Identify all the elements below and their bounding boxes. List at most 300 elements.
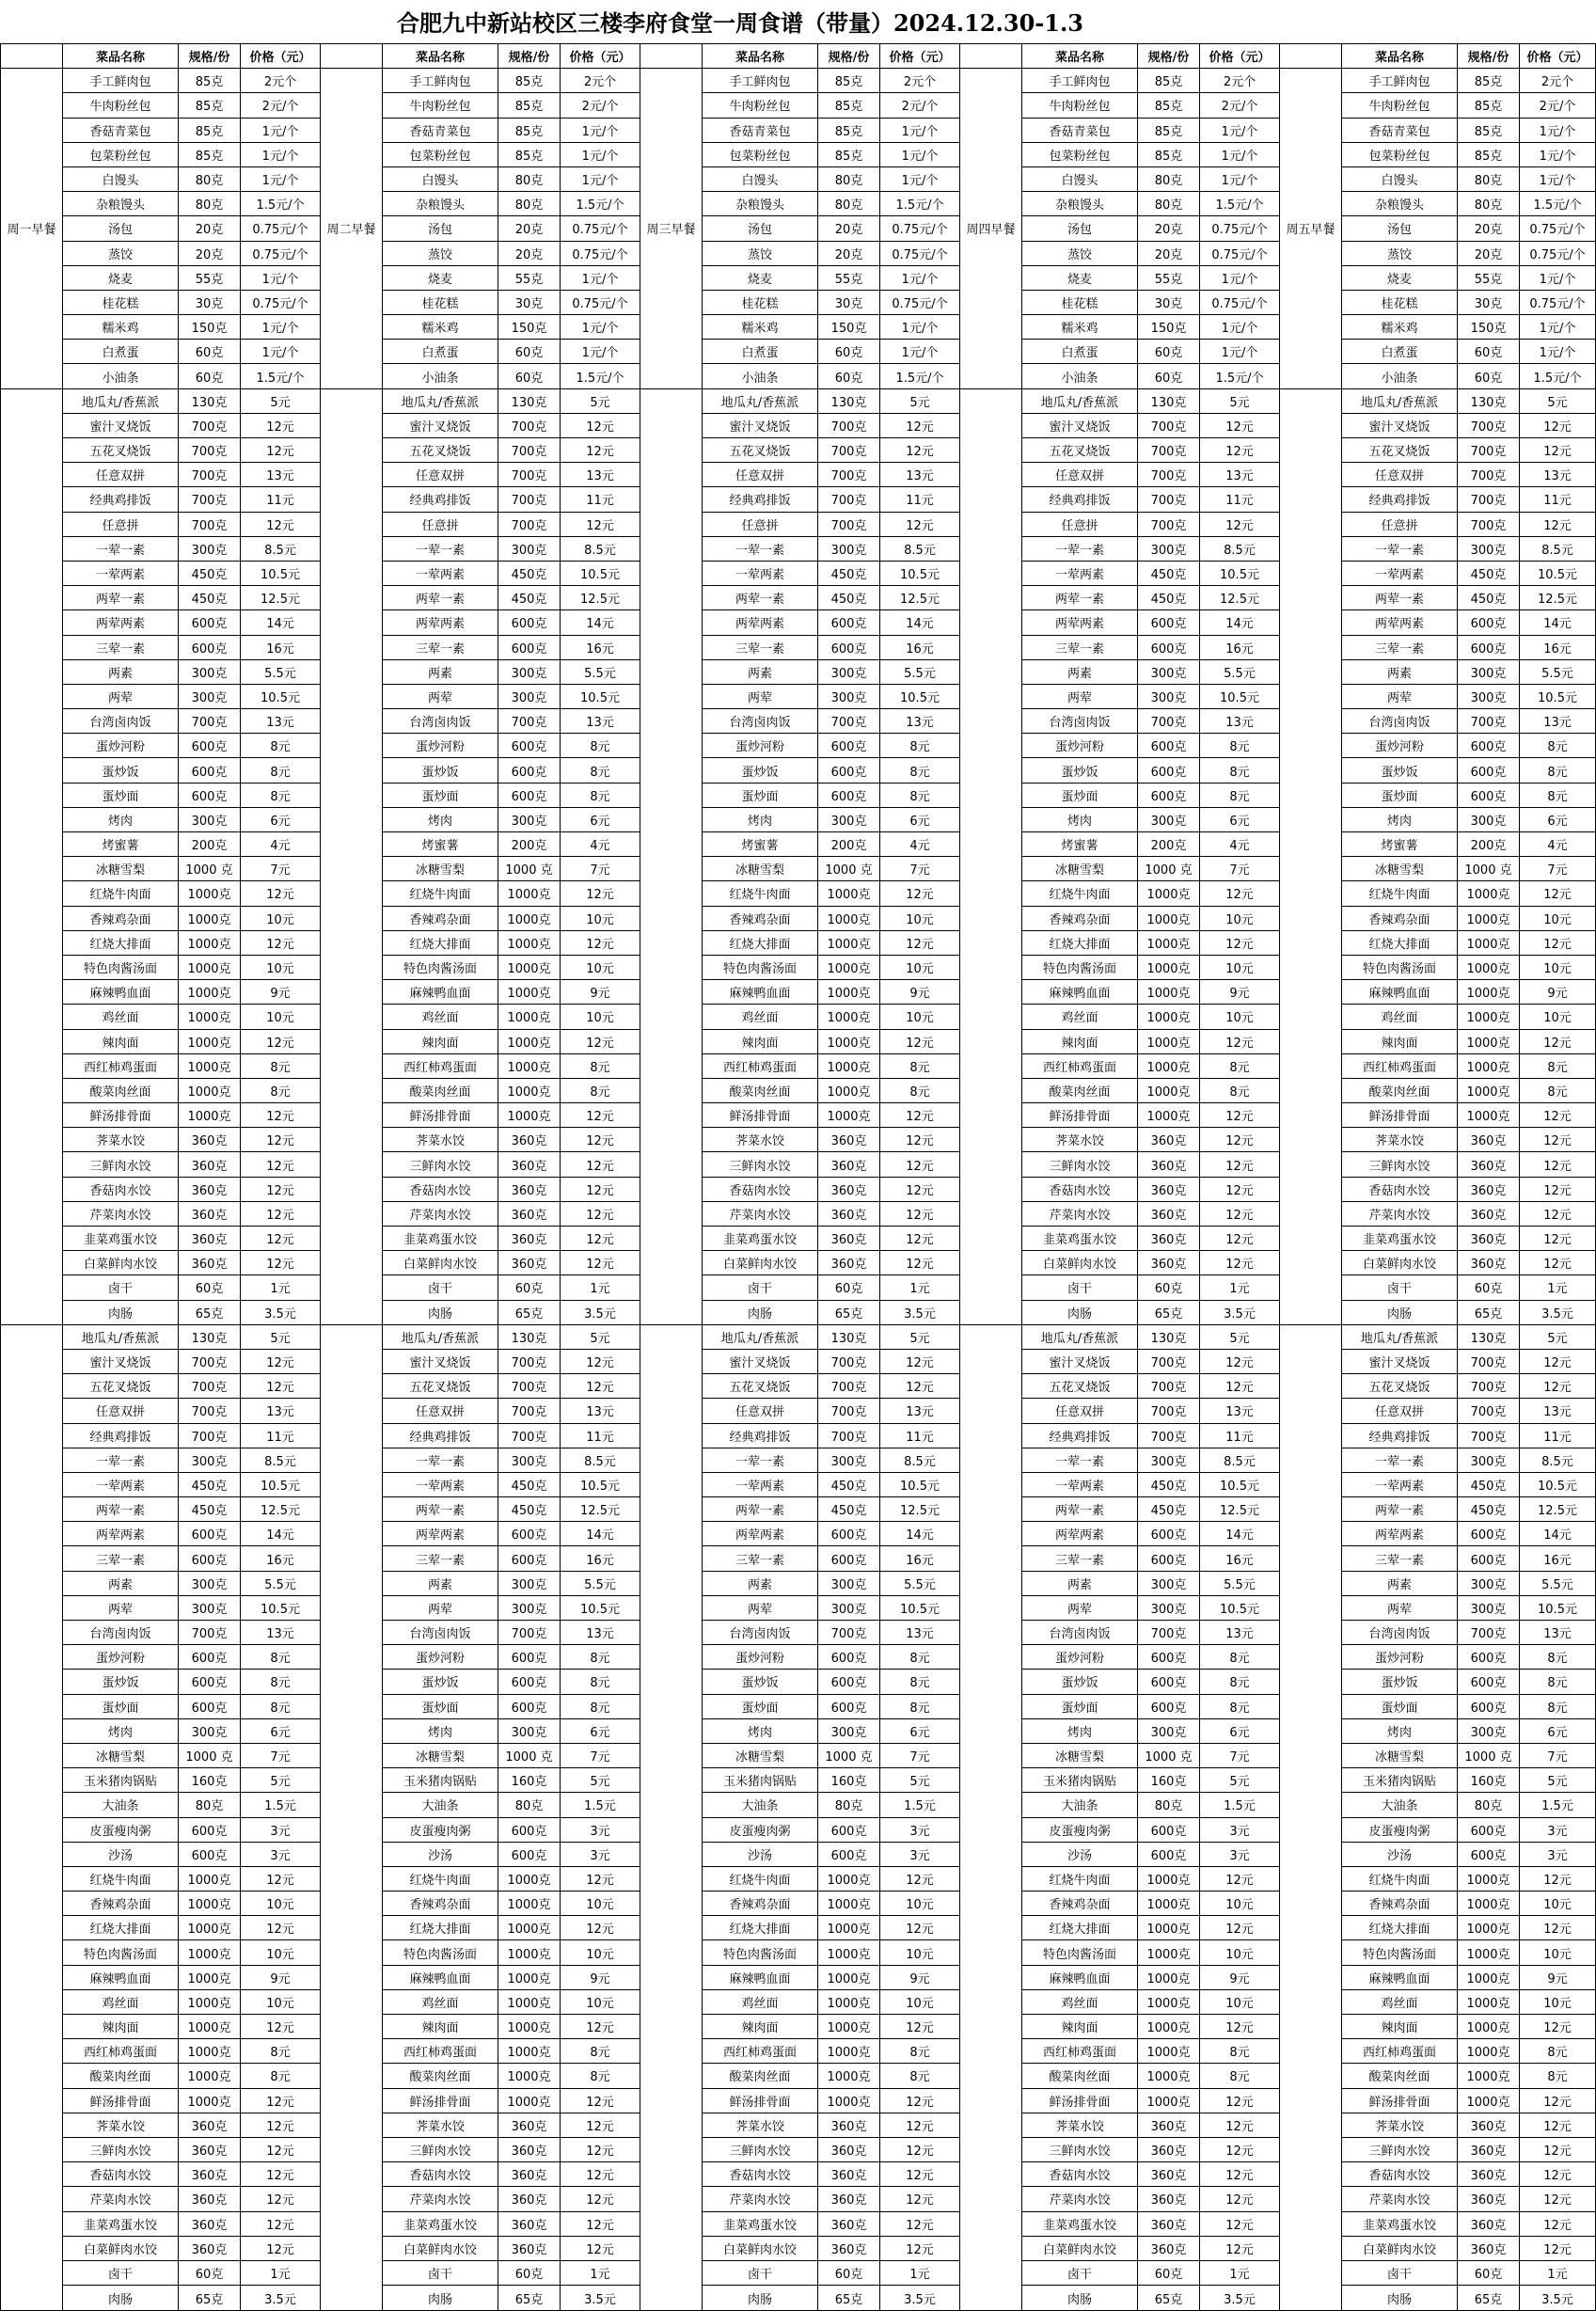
- dish-price: 1元/个: [1520, 340, 1596, 364]
- dish-name: 鲜汤排骨面: [383, 2088, 498, 2113]
- dish-portion: 1000克: [1138, 2039, 1200, 2064]
- dish-portion: 1000克: [1138, 1005, 1200, 1029]
- table-row: [1, 487, 1596, 512]
- dish-name: 肉肠: [63, 1300, 179, 1324]
- dish-price: 7元: [880, 1743, 960, 1767]
- dish-portion: 360克: [179, 1177, 241, 1201]
- table-row: [1, 1227, 1596, 1251]
- dish-name: 任意拼: [703, 512, 818, 536]
- dish-name: 红烧牛肉面: [1342, 1866, 1458, 1891]
- dish-name: 烤肉: [1022, 807, 1138, 831]
- dish-portion: 1000克: [818, 1053, 880, 1078]
- dish-name: 地瓜丸/香蕉派: [703, 388, 818, 413]
- dish-portion: 85克: [818, 142, 880, 166]
- dish-portion: 600克: [818, 758, 880, 783]
- dish-price: 8元: [561, 1053, 640, 1078]
- dish-name: 地瓜丸/香蕉派: [63, 1324, 179, 1349]
- dish-price: 5元: [880, 1768, 960, 1793]
- dish-name: 蛋炒河粉: [383, 734, 498, 758]
- dish-price: 9元: [1200, 1965, 1280, 1989]
- dish-portion: 1000 克: [818, 1743, 880, 1767]
- table-row: [1, 166, 1596, 191]
- dish-name: 两素: [1342, 659, 1458, 684]
- dish-portion: 1000克: [818, 2015, 880, 2039]
- dish-price: 4元: [561, 832, 640, 857]
- dish-name: 西红柿鸡蛋面: [1342, 1053, 1458, 1078]
- table-row: [1, 241, 1596, 265]
- dish-portion: 360克: [1458, 1227, 1520, 1251]
- dish-name: 烤蜜薯: [1342, 832, 1458, 857]
- dish-name: 香菇青菜包: [63, 118, 179, 142]
- dish-name: 五花叉烧饭: [63, 1374, 179, 1399]
- dish-name: 韭菜鸡蛋水饺: [703, 2211, 818, 2236]
- dish-portion: 600克: [1138, 1817, 1200, 1842]
- dish-portion: 360克: [498, 1201, 561, 1226]
- dish-portion: 600克: [818, 1670, 880, 1694]
- dish-price: 8.5元: [241, 1448, 321, 1472]
- dish-name: 蛋炒面: [383, 1694, 498, 1718]
- dish-name: 任意拼: [383, 512, 498, 536]
- dish-name: 蛋炒饭: [703, 1670, 818, 1694]
- dish-name: 烤蜜薯: [63, 832, 179, 857]
- dish-price: 7元: [1520, 1743, 1596, 1767]
- dish-name: 香菇肉水饺: [63, 2162, 179, 2187]
- dish-price: 6元: [880, 807, 960, 831]
- dish-portion: 1000克: [1458, 930, 1520, 955]
- dish-price: 13元: [241, 709, 321, 734]
- dish-name: 白煮蛋: [63, 340, 179, 364]
- dish-price: 8元: [1200, 1694, 1280, 1718]
- dish-price: 12元: [1200, 1128, 1280, 1152]
- dish-portion: 700克: [498, 463, 561, 487]
- dish-name: 蛋炒饭: [703, 758, 818, 783]
- section-spacer: [640, 388, 703, 1324]
- dish-price: 12元: [561, 2015, 640, 2039]
- dish-portion: 60克: [179, 340, 241, 364]
- dish-price: 12元: [561, 2236, 640, 2260]
- dish-name: 手工鲜肉包: [63, 69, 179, 93]
- dish-name: 一荤一素: [63, 536, 179, 561]
- dish-portion: 700克: [1138, 1374, 1200, 1399]
- dish-portion: 600克: [179, 1694, 241, 1718]
- dish-name: 辣肉面: [383, 2015, 498, 2039]
- dish-price: 3元: [880, 1817, 960, 1842]
- dish-name: 特色肉酱汤面: [1022, 955, 1138, 979]
- dish-name: 西红柿鸡蛋面: [1342, 2039, 1458, 2064]
- dish-portion: 300克: [1138, 1448, 1200, 1472]
- dish-name: 卤干: [63, 1275, 179, 1300]
- dish-portion: 600克: [179, 1817, 241, 1842]
- dish-name: 蛋炒河粉: [1022, 1645, 1138, 1670]
- dish-price: 3.5元: [561, 2286, 640, 2311]
- dish-price: 10.5元: [1520, 561, 1596, 585]
- dish-price: 8元: [561, 1694, 640, 1718]
- day-label: 周三早餐: [640, 69, 703, 388]
- dish-price: 3元: [1200, 1817, 1280, 1842]
- dish-portion: 150克: [498, 315, 561, 340]
- dish-portion: 1000克: [818, 955, 880, 979]
- dish-portion: 60克: [498, 340, 561, 364]
- dish-portion: 600克: [498, 1645, 561, 1670]
- dish-price: 1元/个: [880, 118, 960, 142]
- dish-price: 12元: [880, 1349, 960, 1373]
- dish-portion: 1000克: [818, 1965, 880, 1989]
- dish-portion: 600克: [498, 734, 561, 758]
- dish-name: 蛋炒饭: [383, 1670, 498, 1694]
- dish-name: 红烧大排面: [1022, 1916, 1138, 1940]
- dish-portion: 80克: [498, 192, 561, 216]
- dish-price: 2元/个: [1200, 93, 1280, 118]
- dish-price: 5元: [1520, 1768, 1596, 1793]
- dish-name: 三鲜肉水饺: [1022, 1152, 1138, 1177]
- dish-portion: 300克: [1458, 807, 1520, 831]
- dish-name: 两素: [703, 1571, 818, 1595]
- dish-name: 红烧大排面: [63, 930, 179, 955]
- dish-price: 6元: [241, 1718, 321, 1743]
- dish-price: 8.5元: [1200, 1448, 1280, 1472]
- dish-portion: 600克: [1138, 1645, 1200, 1670]
- dish-name: 芹菜肉水饺: [383, 1201, 498, 1226]
- dish-price: 1.5元/个: [1520, 192, 1596, 216]
- dish-portion: 600克: [818, 1817, 880, 1842]
- dish-portion: 600克: [1458, 1670, 1520, 1694]
- dish-portion: 360克: [1138, 2113, 1200, 2137]
- dish-name: 鸡丝面: [703, 1989, 818, 2014]
- dish-portion: 360克: [1138, 2187, 1200, 2211]
- dish-name: 一荤两素: [383, 1472, 498, 1496]
- dish-price: 10元: [561, 906, 640, 930]
- dish-portion: 600克: [1138, 1522, 1200, 1546]
- dish-portion: 600克: [498, 758, 561, 783]
- dish-price: 7元: [241, 1743, 321, 1767]
- dish-price: 1.5元/个: [561, 192, 640, 216]
- dish-portion: 700克: [1458, 487, 1520, 512]
- dish-name: 西红柿鸡蛋面: [63, 2039, 179, 2064]
- dish-name: 台湾卤肉饭: [383, 709, 498, 734]
- dish-portion: 360克: [818, 2211, 880, 2236]
- dish-portion: 700克: [818, 709, 880, 734]
- dish-portion: 600克: [179, 610, 241, 635]
- dish-name: 三鲜肉水饺: [703, 1152, 818, 1177]
- dish-portion: 360克: [1458, 1251, 1520, 1275]
- dish-name: 麻辣鸭血面: [1342, 980, 1458, 1005]
- dish-portion: 700克: [179, 1399, 241, 1423]
- dish-name: 任意拼: [1022, 512, 1138, 536]
- dish-name: 两荤一素: [383, 586, 498, 610]
- dish-price: 1.5元/个: [241, 364, 321, 388]
- dish-portion: 600克: [818, 1694, 880, 1718]
- dish-price: 12元: [1520, 1349, 1596, 1373]
- dish-price: 12元: [561, 1103, 640, 1128]
- dish-name: 沙汤: [383, 1842, 498, 1866]
- dish-price: 0.75元/个: [1200, 290, 1280, 314]
- dish-name: 蛋炒面: [1022, 1694, 1138, 1718]
- dish-price: 10元: [1520, 1940, 1596, 1965]
- dish-portion: 200克: [1458, 832, 1520, 857]
- dish-name: 白煮蛋: [383, 340, 498, 364]
- dish-portion: 1000克: [1138, 906, 1200, 930]
- dish-name: 肉肠: [703, 1300, 818, 1324]
- table-row: [1, 2286, 1596, 2311]
- dish-price: 8元: [1200, 1078, 1280, 1102]
- dish-portion: 600克: [1458, 610, 1520, 635]
- dish-portion: 1000克: [179, 1103, 241, 1128]
- dish-name: 五花叉烧饭: [1022, 438, 1138, 463]
- dish-portion: 150克: [818, 315, 880, 340]
- dish-name: 糯米鸡: [1022, 315, 1138, 340]
- dish-price: 12元: [1200, 413, 1280, 437]
- dish-portion: 1000克: [1138, 881, 1200, 906]
- dish-price: 8.5元: [1520, 1448, 1596, 1472]
- dish-portion: 1000克: [179, 1053, 241, 1078]
- dish-price: 4元: [1200, 832, 1280, 857]
- dish-name: 卤干: [383, 1275, 498, 1300]
- dish-price: 8元: [880, 1670, 960, 1694]
- dish-portion: 130克: [1458, 1324, 1520, 1349]
- dish-price: 12元: [241, 1029, 321, 1053]
- dish-price: 12元: [1520, 1177, 1596, 1201]
- section-spacer: [1, 388, 63, 1324]
- dish-price: 14元: [880, 1522, 960, 1546]
- dish-portion: 60克: [498, 1275, 561, 1300]
- table-row: [1, 142, 1596, 166]
- dish-name: 台湾卤肉饭: [1022, 1621, 1138, 1645]
- dish-portion: 450克: [179, 561, 241, 585]
- dish-portion: 150克: [1138, 315, 1200, 340]
- dish-price: 12元: [1200, 2187, 1280, 2211]
- table-row: [1, 512, 1596, 536]
- dish-price: 12元: [880, 2088, 960, 2113]
- dish-portion: 85克: [818, 69, 880, 93]
- dish-price: 10.5元: [241, 1595, 321, 1620]
- dish-name: 蜜汁叉烧饭: [1022, 413, 1138, 437]
- dish-portion: 60克: [1138, 2260, 1200, 2285]
- dish-portion: 700克: [1458, 1399, 1520, 1423]
- dish-name: 卤干: [383, 2260, 498, 2285]
- dish-portion: 360克: [818, 1177, 880, 1201]
- dish-portion: 1000克: [1458, 1053, 1520, 1078]
- table-row: [1, 1546, 1596, 1571]
- dish-portion: 300克: [179, 1595, 241, 1620]
- dish-portion: 700克: [1458, 1349, 1520, 1373]
- dish-price: 1元/个: [241, 142, 321, 166]
- dish-portion: 600克: [179, 1546, 241, 1571]
- section-spacer: [1, 1324, 63, 2310]
- table-row: [1, 216, 1596, 241]
- dish-price: 5.5元: [880, 659, 960, 684]
- dish-portion: 700克: [1138, 487, 1200, 512]
- dish-portion: 360克: [818, 2113, 880, 2137]
- dish-portion: 360克: [1138, 2236, 1200, 2260]
- dish-name: 红烧牛肉面: [703, 881, 818, 906]
- dish-name: 酸菜肉丝面: [1342, 2064, 1458, 2088]
- dish-price: 2元个: [1520, 69, 1596, 93]
- dish-price: 8.5元: [241, 536, 321, 561]
- dish-price: 12元: [241, 2015, 321, 2039]
- dish-price: 12元: [241, 1227, 321, 1251]
- dish-portion: 360克: [498, 2162, 561, 2187]
- dish-name: 经典鸡排饭: [1022, 1423, 1138, 1448]
- dish-portion: 80克: [179, 1793, 241, 1817]
- dish-price: 12元: [241, 1177, 321, 1201]
- dish-name: 红烧牛肉面: [1022, 881, 1138, 906]
- dish-portion: 300克: [179, 1571, 241, 1595]
- dish-name: 一荤一素: [1022, 536, 1138, 561]
- dish-price: 3元: [241, 1817, 321, 1842]
- dish-portion: 20克: [818, 216, 880, 241]
- dish-portion: 360克: [1458, 2137, 1520, 2161]
- dish-price: 16元: [880, 635, 960, 659]
- dish-portion: 1000克: [498, 1916, 561, 1940]
- dish-name: 台湾卤肉饭: [1342, 1621, 1458, 1645]
- dish-name: 沙汤: [1342, 1842, 1458, 1866]
- dish-price: 10元: [880, 1989, 960, 2014]
- dish-portion: 600克: [1458, 635, 1520, 659]
- dish-name: 沙汤: [1022, 1842, 1138, 1866]
- dish-portion: 1000克: [818, 2064, 880, 2088]
- dish-price: 2元个: [1200, 69, 1280, 93]
- dish-price: 12元: [561, 2187, 640, 2211]
- dish-price: 12元: [1520, 1866, 1596, 1891]
- table-row: [1, 1053, 1596, 1078]
- dish-price: 12元: [561, 881, 640, 906]
- dish-portion: 1000克: [1458, 906, 1520, 930]
- dish-portion: 600克: [498, 1694, 561, 1718]
- dish-portion: 700克: [818, 463, 880, 487]
- dish-portion: 1000克: [1458, 1103, 1520, 1128]
- dish-portion: 1000克: [1138, 1053, 1200, 1078]
- table-row: [1, 1300, 1596, 1324]
- dish-price: 2元/个: [241, 93, 321, 118]
- dish-price: 12元: [561, 1201, 640, 1226]
- dish-portion: 85克: [498, 69, 561, 93]
- dish-name: 烤肉: [703, 1718, 818, 1743]
- dish-price: 16元: [1200, 1546, 1280, 1571]
- dish-name: 肉肠: [383, 1300, 498, 1324]
- dish-portion: 360克: [179, 1128, 241, 1152]
- dish-price: 8元: [880, 1694, 960, 1718]
- dish-portion: 160克: [818, 1768, 880, 1793]
- dish-price: 14元: [241, 1522, 321, 1546]
- dish-price: 12元: [880, 2015, 960, 2039]
- dish-portion: 360克: [818, 1128, 880, 1152]
- dish-portion: 700克: [818, 1399, 880, 1423]
- table-row: [1, 1324, 1596, 1349]
- dish-name: 一荤一素: [1342, 1448, 1458, 1472]
- dish-price: 10元: [1520, 906, 1596, 930]
- dish-portion: 1000克: [1138, 1078, 1200, 1102]
- dish-portion: 65克: [818, 2286, 880, 2311]
- dish-portion: 1000克: [1138, 1989, 1200, 2014]
- dish-name: 烤蜜薯: [1022, 832, 1138, 857]
- dish-price: 10.5元: [1200, 1595, 1280, 1620]
- dish-price: 8元: [561, 1645, 640, 1670]
- dish-portion: 700克: [818, 1349, 880, 1373]
- dish-name: 鲜汤排骨面: [1022, 1103, 1138, 1128]
- dish-portion: 1000克: [818, 1989, 880, 2014]
- dish-name: 蛋炒面: [63, 783, 179, 807]
- dish-portion: 160克: [1138, 1768, 1200, 1793]
- dish-name: 荠菜水饺: [1342, 2113, 1458, 2137]
- dish-portion: 1000 克: [1458, 1743, 1520, 1767]
- dish-name: 经典鸡排饭: [1342, 1423, 1458, 1448]
- dish-name: 特色肉酱汤面: [703, 1940, 818, 1965]
- dish-portion: 300克: [818, 1571, 880, 1595]
- dish-price: 10.5元: [1200, 684, 1280, 708]
- table-row: [1, 1989, 1596, 2014]
- dish-portion: 360克: [1138, 1152, 1200, 1177]
- dish-name: 西红柿鸡蛋面: [1022, 2039, 1138, 2064]
- dish-portion: 1000克: [1458, 1916, 1520, 1940]
- dish-name: 香辣鸡杂面: [703, 906, 818, 930]
- dish-name: 香辣鸡杂面: [383, 906, 498, 930]
- dish-name: 肉肠: [1022, 1300, 1138, 1324]
- dish-name: 大油条: [383, 1793, 498, 1817]
- dish-portion: 1000克: [1458, 1029, 1520, 1053]
- dish-portion: 300克: [818, 684, 880, 708]
- dish-portion: 1000克: [818, 906, 880, 930]
- dish-portion: 700克: [179, 512, 241, 536]
- dish-price: 16元: [241, 635, 321, 659]
- dish-name: 白菜鲜肉水饺: [703, 1251, 818, 1275]
- dish-name: 蛋炒饭: [1022, 758, 1138, 783]
- dish-portion: 300克: [179, 659, 241, 684]
- dish-name: 西红柿鸡蛋面: [703, 2039, 818, 2064]
- dish-price: 7元: [1200, 857, 1280, 881]
- dish-name: 蛋炒面: [63, 1694, 179, 1718]
- dish-price: 12元: [241, 1374, 321, 1399]
- dish-price: 8元: [1520, 1670, 1596, 1694]
- dish-price: 12元: [880, 2236, 960, 2260]
- dish-name: 烤肉: [63, 1718, 179, 1743]
- dish-name: 特色肉酱汤面: [383, 1940, 498, 1965]
- dish-price: 3.5元: [880, 2286, 960, 2311]
- dish-name: 芹菜肉水饺: [703, 1201, 818, 1226]
- dish-price: 12元: [880, 1251, 960, 1275]
- dish-name: 三荤一素: [63, 635, 179, 659]
- dish-name: 五花叉烧饭: [383, 438, 498, 463]
- dish-portion: 1000克: [1138, 955, 1200, 979]
- dish-portion: 85克: [1138, 93, 1200, 118]
- dish-portion: 360克: [1138, 1128, 1200, 1152]
- dish-portion: 360克: [1458, 1128, 1520, 1152]
- dish-price: 9元: [880, 980, 960, 1005]
- dish-name: 冰糖雪梨: [703, 1743, 818, 1767]
- dish-portion: 1000克: [818, 1892, 880, 1916]
- dish-portion: 600克: [498, 1670, 561, 1694]
- dish-price: 10元: [561, 955, 640, 979]
- dish-price: 12元: [880, 2211, 960, 2236]
- dish-price: 12元: [561, 2137, 640, 2161]
- dish-name: 手工鲜肉包: [383, 69, 498, 93]
- dish-name: 地瓜丸/香蕉派: [1342, 1324, 1458, 1349]
- dish-price: 1元/个: [880, 340, 960, 364]
- dish-price: 12元: [561, 1374, 640, 1399]
- dish-price: 1元/个: [1520, 166, 1596, 191]
- dish-price: 5元: [880, 388, 960, 413]
- dish-price: 5.5元: [1200, 659, 1280, 684]
- dish-portion: 55克: [179, 265, 241, 290]
- table-row: [1, 536, 1596, 561]
- table-row: [1, 2137, 1596, 2161]
- dish-name: 荠菜水饺: [1342, 1128, 1458, 1152]
- table-row: [1, 1670, 1596, 1694]
- dish-name: 白煮蛋: [703, 340, 818, 364]
- dish-portion: 80克: [179, 166, 241, 191]
- dish-name: 大油条: [1022, 1793, 1138, 1817]
- dish-portion: 300克: [1458, 659, 1520, 684]
- dish-price: 12元: [561, 2211, 640, 2236]
